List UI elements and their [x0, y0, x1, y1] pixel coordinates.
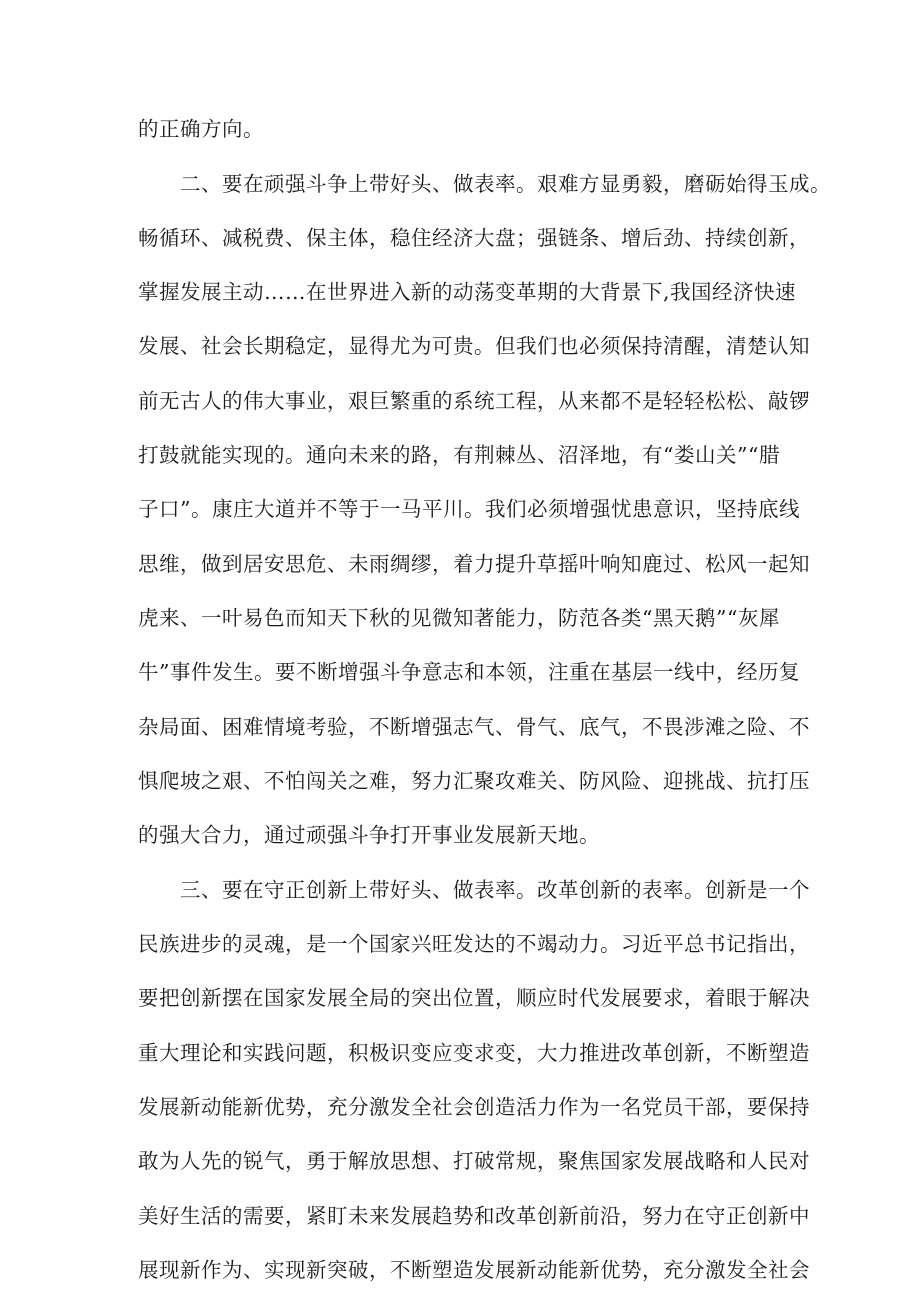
- text-line: 民族进步的灵魂，是一个国家兴旺发达的不竭动力。习近平总书记指出，: [138, 932, 810, 956]
- text-line: 子口”。康庄大道并不等于一马平川。我们必须增强忧患意识，坚持底线: [138, 497, 800, 521]
- text-line: 牛”事件发生。要不断增强斗争意志和本领，注重在基层一线中，经历复: [138, 660, 800, 684]
- text-line: 虎来、一叶易色而知天下秋的见微知著能力，防范各类“黑天鹅”“灰犀: [138, 606, 780, 630]
- text-line: 三、要在守正创新上带好头、做表率。改革创新的表率。创新是一个: [138, 878, 810, 902]
- text-line: 思维，做到居安思危、未雨绸缪，着力提升草摇叶响知鹿过、松风一起知: [138, 552, 810, 576]
- text-line: 发展、社会长期稳定，显得尤为可贵。但我们也必须保持清醒，清楚认知: [138, 334, 810, 358]
- text-line: 美好生活的需要，紧盯未来发展趋势和改革创新前沿，努力在守正创新中: [138, 1204, 810, 1228]
- text-line: 前无古人的伟大事业，艰巨繁重的系统工程，从来都不是轻轻松松、敲锣: [138, 389, 810, 413]
- text-line: 畅循环、减税费、保主体，稳住经济大盘；强链条、增后劲、持续创新，: [138, 226, 810, 250]
- text-line: 的强大合力，通过顽强斗争打开事业发展新天地。: [138, 823, 600, 847]
- text-line: 的正确方向。: [138, 117, 264, 141]
- text-line: 惧爬坡之艰、不怕闯关之难，努力汇聚攻难关、防风险、迎挑战、抗打压: [138, 769, 810, 793]
- text-line: 掌握发展主动……在世界进入新的动荡变革期的大背景下,我国经济快速: [138, 280, 797, 304]
- text-line: 重大理论和实践问题，积极识变应变求变，大力推进改革创新，不断塑造: [138, 1041, 810, 1065]
- text-line: 要把创新摆在国家发展全局的突出位置，顺应时代发展要求，着眼于解决: [138, 986, 810, 1010]
- text-line: 敢为人先的锐气，勇于解放思想、打破常规，聚焦国家发展战略和人民对: [138, 1149, 810, 1173]
- text-line: 展现新作为、实现新突破，不断塑造发展新动能新优势，充分激发全社会: [138, 1258, 810, 1282]
- text-line: 杂局面、困难情境考验，不断增强志气、骨气、底气，不畏涉滩之险、不: [138, 715, 810, 739]
- text-line: 二、要在顽强斗争上带好头、做表率。艰难方显勇毅，磨砺始得玉成。: [138, 172, 831, 196]
- text-line: 发展新动能新优势，充分激发全社会创造活力作为一名党员干部，要保持: [138, 1095, 810, 1119]
- text-line: 打鼓就能实现的。通向未来的路，有荆棘丛、沼泽地，有“娄山关”“腊: [138, 443, 780, 467]
